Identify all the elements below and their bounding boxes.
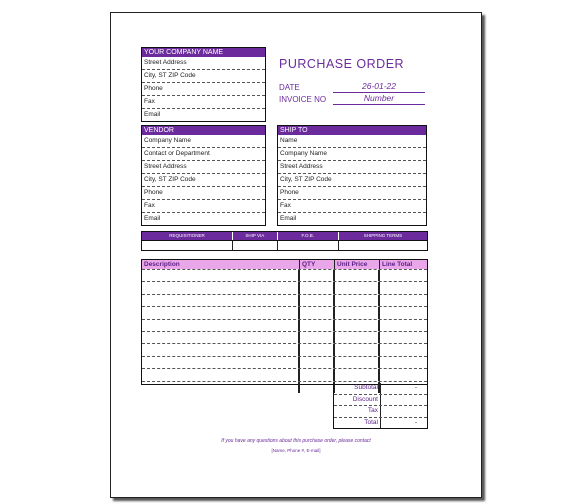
table-row[interactable] <box>142 319 427 331</box>
table-row[interactable] <box>142 269 427 281</box>
subtotal-row <box>334 383 427 394</box>
company-email[interactable]: Email <box>144 111 161 118</box>
shipping-terms-header: SHIPPING TERMS <box>363 233 403 238</box>
vendor-box <box>141 125 266 226</box>
description-header: Description <box>144 261 180 268</box>
discount-label: Discount <box>334 395 381 406</box>
discount-value[interactable] <box>381 395 427 406</box>
total-row <box>334 417 427 429</box>
shipping-header <box>141 231 428 241</box>
footer-contact-note: If you have any questions about this purchase order, please contact <box>221 438 371 444</box>
date-value[interactable]: 26-01-22 <box>333 81 425 93</box>
table-row[interactable] <box>142 343 427 355</box>
table-row[interactable] <box>142 368 427 380</box>
items-header <box>142 260 427 269</box>
vendor-fax[interactable]: Fax <box>142 200 265 213</box>
items-table <box>141 259 428 385</box>
qty-header: QTY <box>299 260 334 269</box>
company-header: YOUR COMPANY NAME <box>142 48 265 57</box>
table-row[interactable] <box>142 356 427 368</box>
unit-price-header: Unit Price <box>334 260 379 269</box>
ship-to-header: SHIP TO <box>278 126 426 135</box>
table-row[interactable] <box>142 306 427 318</box>
ship-to-email[interactable]: Email <box>280 215 297 222</box>
tax-row <box>334 405 427 417</box>
shipping-row <box>141 241 428 251</box>
total-label: Total <box>334 418 381 429</box>
vendor-city[interactable]: City, ST ZIP Code <box>142 174 265 187</box>
vendor-phone[interactable]: Phone <box>142 187 265 200</box>
company-box <box>141 47 266 122</box>
vendor-email[interactable]: Email <box>144 215 161 222</box>
invoice-value[interactable]: Number <box>333 93 425 105</box>
vendor-company[interactable]: Company Name <box>142 135 265 148</box>
totals-box <box>333 383 428 429</box>
tax-label: Tax <box>334 406 381 417</box>
requisitioner-header: REQUISITIONER <box>142 232 233 240</box>
ship-to-fax[interactable]: Fax <box>278 200 426 213</box>
footer-contact-placeholder: [Name, Phone #, E-mail] <box>271 448 321 453</box>
company-street[interactable]: Street Address <box>142 57 265 70</box>
ship-via-cell[interactable] <box>233 241 278 250</box>
company-city[interactable]: City, ST ZIP Code <box>142 70 265 83</box>
subtotal-label: Subtotal <box>334 383 381 394</box>
company-phone[interactable]: Phone <box>142 83 265 96</box>
ship-to-phone[interactable]: Phone <box>278 187 426 200</box>
ship-to-company[interactable]: Company Name <box>278 148 426 161</box>
invoice-label: INVOICE NO <box>279 95 327 104</box>
shipping-terms-cell[interactable] <box>339 241 427 250</box>
line-total-header: Line Total <box>379 260 427 269</box>
ship-to-street[interactable]: Street Address <box>278 161 426 174</box>
date-label: DATE <box>279 83 300 92</box>
table-row[interactable] <box>142 281 427 293</box>
company-fax[interactable]: Fax <box>142 96 265 109</box>
vendor-contact[interactable]: Contact or Department <box>142 148 265 161</box>
ship-via-header: SHIP VIA <box>233 232 278 240</box>
vendor-street[interactable]: Street Address <box>142 161 265 174</box>
table-row[interactable] <box>142 294 427 306</box>
tax-value[interactable] <box>381 406 427 417</box>
ship-to-box <box>277 125 427 226</box>
ship-to-city[interactable]: City, ST ZIP Code <box>278 174 426 187</box>
fob-cell[interactable] <box>278 241 339 250</box>
discount-row <box>334 394 427 406</box>
ship-to-name[interactable]: Name <box>278 135 426 148</box>
vendor-header: VENDOR <box>142 126 265 135</box>
total-value: - <box>414 418 417 426</box>
subtotal-value: - <box>414 384 417 391</box>
fob-header: F.O.B. <box>278 232 339 240</box>
page-title: PURCHASE ORDER <box>279 57 405 71</box>
table-row[interactable] <box>142 331 427 343</box>
purchase-order-page <box>110 12 482 498</box>
requisitioner-cell[interactable] <box>142 241 233 250</box>
